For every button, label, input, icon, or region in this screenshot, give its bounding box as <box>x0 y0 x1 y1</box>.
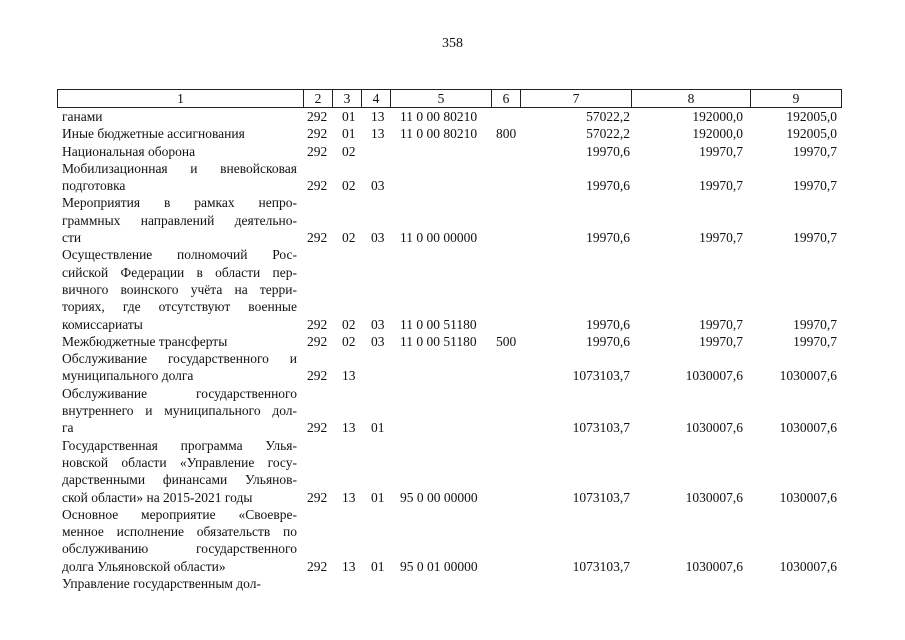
cell-col-9: 1030007,6 <box>779 368 837 384</box>
cell-col-6: 500 <box>496 333 517 349</box>
table-row <box>0 194 905 246</box>
table-row <box>0 437 905 506</box>
table-row <box>0 143 905 160</box>
cell-col-9: 19970,7 <box>793 178 837 194</box>
cell-col-7: 19970,6 <box>586 316 630 332</box>
cell-col-8: 19970,7 <box>699 143 743 159</box>
row-name-line: новской области «Управление госу- <box>62 454 297 470</box>
row-name-line: Основное мероприятие «Своевре- <box>62 506 297 522</box>
row-name-line: муниципального долга <box>62 368 194 384</box>
row-name <box>62 108 297 125</box>
table-row <box>0 575 905 592</box>
header-col-3: 3 <box>343 91 351 106</box>
cell-col-5: 95 0 00 00000 <box>400 489 478 505</box>
cell-col-2: 292 <box>307 230 328 246</box>
cell-col-8: 19970,7 <box>699 333 743 349</box>
cell-col-4: 01 <box>371 420 385 436</box>
cell-col-5: 11 0 00 80210 <box>400 109 478 124</box>
cell-col-8: 1030007,6 <box>685 558 743 574</box>
row-name <box>62 246 297 332</box>
table-row <box>0 333 905 350</box>
cell-col-7: 1073103,7 <box>572 420 630 436</box>
cell-col-7: 57022,2 <box>586 109 630 124</box>
cell-col-5: 11 0 00 80210 <box>400 126 478 142</box>
cell-col-5: 11 0 00 51180 <box>400 333 477 349</box>
cell-col-7: 19970,6 <box>586 143 630 159</box>
header-col-8: 8 <box>687 91 695 106</box>
cell-col-3: 02 <box>342 230 356 246</box>
cell-col-3: 01 <box>342 126 356 142</box>
header-col-1: 1 <box>177 91 184 106</box>
page-number: 358 <box>442 36 463 51</box>
cell-col-4: 01 <box>371 489 385 505</box>
row-name-line: обслуживанию государственного <box>62 541 297 557</box>
cell-col-4: 03 <box>371 178 385 194</box>
cell-col-9: 1030007,6 <box>779 489 837 505</box>
cell-col-2: 292 <box>307 178 328 194</box>
cell-col-9: 19970,7 <box>793 333 837 349</box>
row-name-line: Управление государственным дол- <box>62 576 261 592</box>
row-name-line: Мероприятия в рамках непро- <box>62 195 297 211</box>
row-name-line: ской области» на 2015-2021 годы <box>62 489 253 505</box>
cell-col-7: 19970,6 <box>586 178 630 194</box>
cell-col-4: 03 <box>371 333 385 349</box>
row-name-line: га <box>62 420 74 436</box>
row-name <box>62 350 297 385</box>
table-row <box>0 385 905 437</box>
cell-col-5: 11 0 00 51180 <box>400 316 477 332</box>
row-name-line: Осуществление полномочий Рос- <box>62 247 297 263</box>
row-name <box>62 194 297 246</box>
cell-col-2: 292 <box>307 109 328 124</box>
cell-col-2: 292 <box>307 420 328 436</box>
row-name-line: внутреннего и муниципального дол- <box>62 403 297 419</box>
table-row <box>0 160 905 195</box>
row-name-line: сийской Федерации в области пер- <box>62 264 297 280</box>
cell-col-7: 1073103,7 <box>572 368 630 384</box>
cell-col-4: 03 <box>371 316 385 332</box>
cell-col-2: 292 <box>307 126 328 142</box>
row-name <box>62 333 297 350</box>
cell-col-4: 13 <box>371 126 385 142</box>
cell-col-3: 02 <box>342 143 356 159</box>
cell-col-3: 02 <box>342 178 356 194</box>
cell-col-3: 02 <box>342 333 356 349</box>
cell-col-8: 19970,7 <box>699 178 743 194</box>
header-col-2: 2 <box>314 91 322 106</box>
cell-col-3: 13 <box>342 420 356 436</box>
row-name-line: ториях, где отсутствуют военные <box>62 299 297 315</box>
row-name <box>62 506 297 575</box>
row-name-line: граммных направлений деятельно- <box>62 212 297 228</box>
cell-col-3: 01 <box>342 109 356 124</box>
row-name-line: долга Ульяновской области» <box>62 558 226 574</box>
row-name-line: Мобилизационная и вневойсковая <box>62 160 297 176</box>
cell-col-2: 292 <box>307 143 328 159</box>
cell-col-7: 19970,6 <box>586 333 630 349</box>
cell-col-8: 19970,7 <box>699 316 743 332</box>
header-col-9: 9 <box>792 91 800 106</box>
cell-col-9: 19970,7 <box>793 230 837 246</box>
cell-col-8: 1030007,6 <box>685 489 743 505</box>
row-name-line: Обслуживание государственного и <box>62 351 297 367</box>
cell-col-7: 1073103,7 <box>572 558 630 574</box>
cell-col-9: 192005,0 <box>786 109 837 124</box>
cell-col-8: 19970,7 <box>699 230 743 246</box>
table-row <box>0 246 905 333</box>
row-name-line: ганами <box>62 109 103 124</box>
row-name-line: подготовка <box>62 178 126 194</box>
table-body <box>0 108 905 592</box>
cell-col-8: 192000,0 <box>692 126 743 142</box>
cell-col-7: 57022,2 <box>586 126 630 142</box>
cell-col-8: 1030007,6 <box>685 420 743 436</box>
table-row <box>0 350 905 385</box>
row-name-line: комиссариаты <box>62 316 143 332</box>
table-header <box>57 89 842 108</box>
row-name-line: Иные бюджетные ассигнования <box>62 126 245 142</box>
cell-col-9: 19970,7 <box>793 316 837 332</box>
row-name <box>62 143 297 160</box>
cell-col-6: 800 <box>496 126 517 142</box>
cell-col-2: 292 <box>307 368 328 384</box>
cell-col-9: 1030007,6 <box>779 420 837 436</box>
cell-col-9: 192005,0 <box>786 126 837 142</box>
table-row <box>0 125 905 142</box>
row-name-line: Государственная программа Улья- <box>62 437 297 453</box>
row-name <box>62 160 297 195</box>
cell-col-3: 13 <box>342 558 356 574</box>
cell-col-3: 13 <box>342 489 356 505</box>
header-col-5: 5 <box>437 91 445 106</box>
cell-col-4: 13 <box>371 109 385 124</box>
header-col-7: 7 <box>572 91 580 106</box>
row-name-line: дарственными финансами Ульянов- <box>62 472 297 488</box>
row-name <box>62 437 297 506</box>
cell-col-7: 19970,6 <box>586 230 630 246</box>
cell-col-4: 01 <box>371 558 385 574</box>
cell-col-2: 292 <box>307 316 328 332</box>
cell-col-5: 11 0 00 00000 <box>400 230 478 246</box>
cell-col-8: 1030007,6 <box>685 368 743 384</box>
cell-col-2: 292 <box>307 558 328 574</box>
cell-col-5: 95 0 01 00000 <box>400 558 478 574</box>
cell-col-4: 03 <box>371 230 385 246</box>
row-name-line: Межбюджетные трансферты <box>62 333 228 349</box>
row-name <box>62 125 297 142</box>
table-row <box>0 108 905 125</box>
cell-col-9: 1030007,6 <box>779 558 837 574</box>
cell-col-2: 292 <box>307 489 328 505</box>
header-col-6: 6 <box>502 91 510 106</box>
cell-col-9: 19970,7 <box>793 143 837 159</box>
table-row <box>0 506 905 575</box>
row-name-line: вичного воинского учёта на терри- <box>62 281 297 297</box>
cell-col-7: 1073103,7 <box>572 489 630 505</box>
header-col-4: 4 <box>372 91 380 106</box>
cell-col-8: 192000,0 <box>692 109 743 124</box>
cell-col-2: 292 <box>307 333 328 349</box>
row-name <box>62 575 297 592</box>
row-name-line: Национальная оборона <box>62 143 196 159</box>
row-name-line: сти <box>62 230 82 246</box>
row-name <box>62 385 297 437</box>
cell-col-3: 02 <box>342 316 356 332</box>
cell-col-3: 13 <box>342 368 356 384</box>
row-name-line: Обслуживание государственного <box>62 385 297 401</box>
row-name-line: менное исполнение обязательств по <box>62 524 297 540</box>
